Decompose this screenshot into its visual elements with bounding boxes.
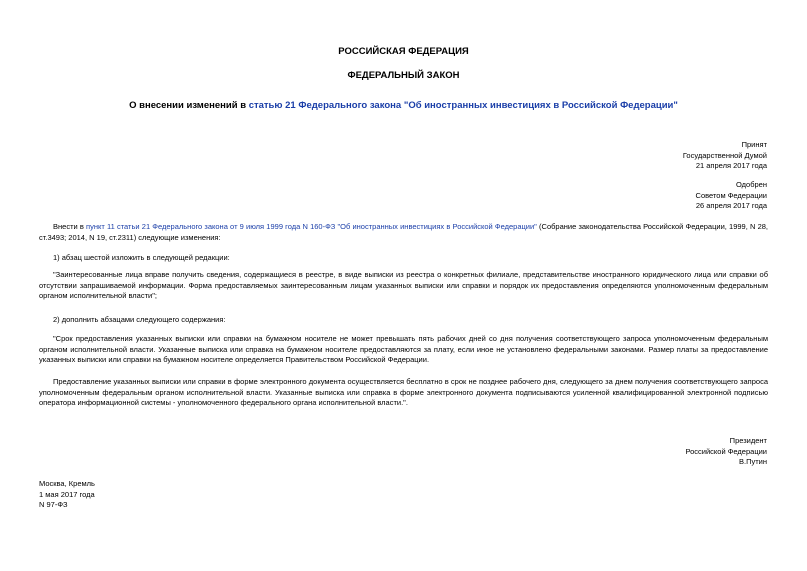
signature-name: В.Путин xyxy=(739,457,767,466)
accepted-block xyxy=(683,140,767,172)
subject-law-link[interactable]: статью 21 Федерального закона "Об иностранных инвестициях в Российской Федерации" xyxy=(248,100,678,111)
signature-block xyxy=(685,436,767,468)
subject-prefix: О внесении изменений в xyxy=(129,100,249,111)
accepted-body: Государственной Думой xyxy=(682,150,767,160)
intro-law-link[interactable]: пункт 11 статьи 21 Федерального закона от 9 июля 1999 года N 160-ФЗ "Об иностранных инвестициях в Российской Федерации" xyxy=(86,222,537,231)
accepted-date: 21 апреля 2017 года xyxy=(695,161,767,170)
item-2-quote-1: "Срок предоставления указанных выписки или справки на бумажном носителе не может превышать пять рабочих дней со дня получения соответствующего запроса уполномоченным федеральным органом исполнительной власти. Указанные выписка или справка на бумажном носителе предоставляются за плату, если иное не установлено федеральными законами. Размер платы за предоставление указанных выписки или справки на бумажном носителе определяется Правительством Российской Федерации. xyxy=(39,334,768,364)
approved-block xyxy=(696,180,767,212)
approved-label: Одобрен xyxy=(736,180,767,189)
signature-title-1: Президент xyxy=(729,436,767,445)
law-number: N 97-ФЗ xyxy=(39,500,68,509)
place-date: 1 мая 2017 года xyxy=(39,489,95,499)
item-1-paragraph: 1) абзац шестой изложить в следующей редакции: xyxy=(53,253,230,262)
law-subject-heading xyxy=(0,100,807,111)
place-block xyxy=(39,479,95,511)
intro-suffix: (Собрание законодательства Российской Федерации, 1999, N 28, ст.3493; 2014, N 19, ст.2311) следующие изменения: xyxy=(39,222,769,242)
item-2-paragraph: 2) дополнить абзацами следующего содержания: xyxy=(53,315,226,324)
item-1-quote: "Заинтересованные лица вправе получить сведения, содержащиеся в реестре, в виде выписки из реестра о конкретных филиале, представительстве иностранного юридического лица или справки об отсутствии запрашиваемой информации. Форма предоставляемых заинтересованным лицам указанных выписки или справки и порядок их предоставления определяются уполномоченным федеральным органом исполнительной власти"; xyxy=(39,270,768,300)
country-heading: РОССИЙСКАЯ ФЕДЕРАЦИЯ xyxy=(338,46,469,57)
law-type-heading: ФЕДЕРАЛЬНЫЙ ЗАКОН xyxy=(347,70,460,81)
signature-title-2: Российской Федерации xyxy=(685,446,767,456)
accepted-label: Принят xyxy=(741,140,767,149)
intro-prefix: Внести в xyxy=(53,222,87,231)
intro-paragraph xyxy=(39,222,768,243)
place-city: Москва, Кремль xyxy=(39,479,95,488)
approved-date: 26 апреля 2017 года xyxy=(695,201,767,210)
item-2-quote-2: Предоставление указанных выписки или справки в форме электронного документа осуществляется бесплатно в срок не позднее рабочего дня, следующего за днем получения соответствующего запроса уполномоченным федеральным органом исполнительной власти. Указанные выписка или справка в форме электронного документа подписываются усиленной квалифицированной электронной подписью оператора информационной системы - уполномоченного федерального органа исполнительной власти.". xyxy=(39,377,768,407)
approved-body: Советом Федерации xyxy=(695,190,767,200)
